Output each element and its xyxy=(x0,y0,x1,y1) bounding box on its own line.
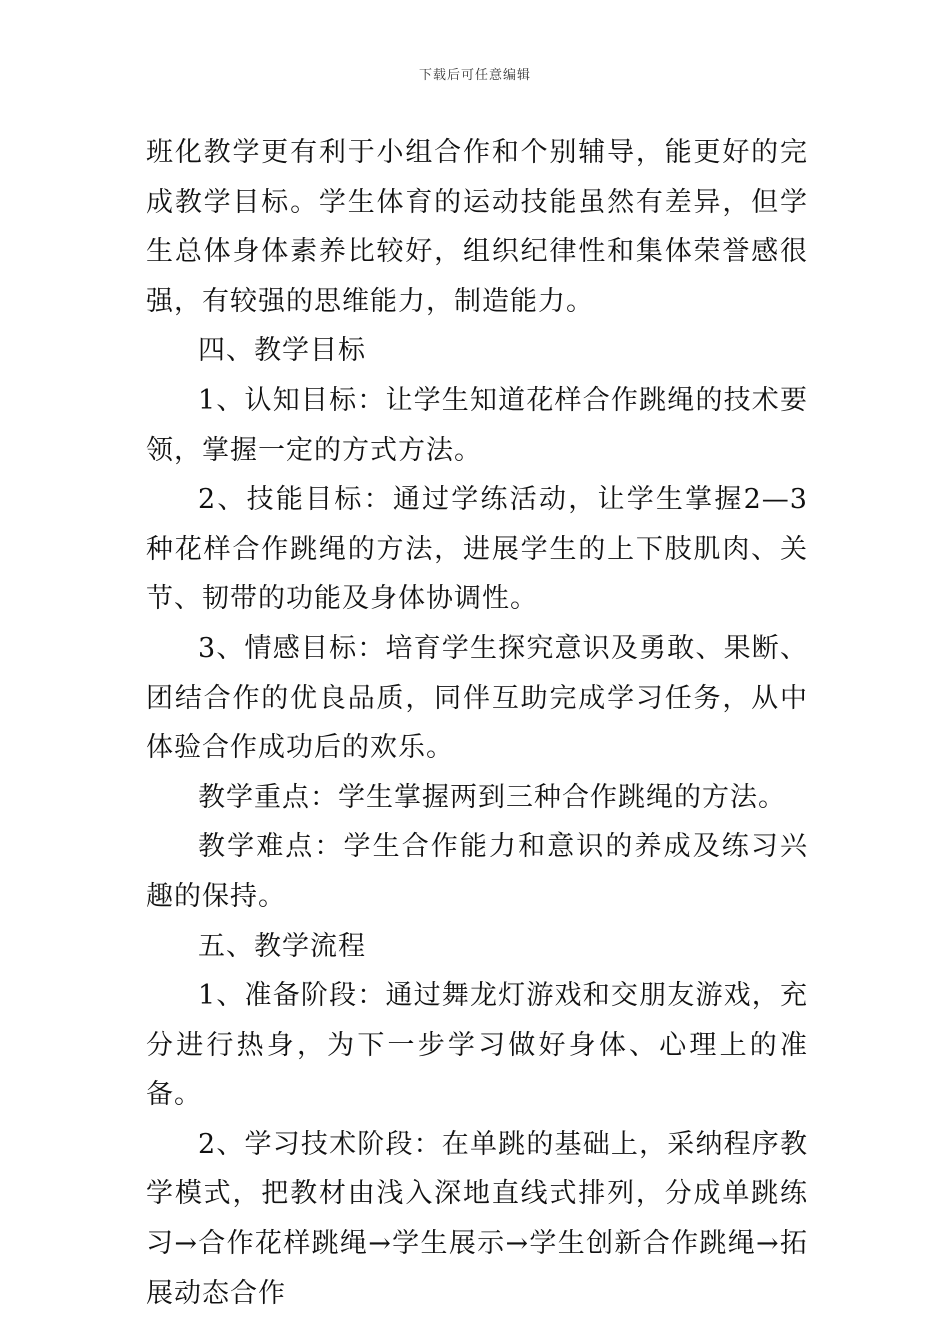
document-body xyxy=(146,128,808,1318)
paragraph-cognitive-goal: 1、认知目标：让学生知道花样合作跳绳的技术要领，掌握一定的方式方法。 xyxy=(146,384,808,466)
paragraph-continuation: 班化教学更有利于小组合作和个别辅导，能更好的完成教学目标。学生体育的运动技能虽然有差异，但学生总体身体素养比较好，组织纪律性和集体荣誉感很强，有较强的思维能力，制造能力。 xyxy=(146,137,808,317)
paragraph-technique-stage: 2、学习技术阶段：在单跳的基础上，采纳程序教学模式，把教材由浅入深地直线式排列，分成单跳练习→合作花样跳绳→学生展示→学生创新合作跳绳→拓展动态合作 xyxy=(146,1128,808,1309)
section-heading-teaching-process: 五、教学流程 xyxy=(198,930,366,962)
page-header: 下载后可任意编辑 xyxy=(418,68,531,83)
paragraph-emotional-goal: 3、情感目标：培育学生探究意识及勇敢、果断、团结合作的优良品质，同伴互助完成学习任务，从中体验合作成功后的欢乐。 xyxy=(146,632,808,764)
paragraph-teaching-focus: 教学重点：学生掌握两到三种合作跳绳的方法。 xyxy=(198,781,786,813)
paragraph-teaching-difficulty: 教学难点：学生合作能力和意识的养成及练习兴趣的保持。 xyxy=(146,831,808,912)
paragraph-skill-goal: 2、技能目标：通过学练活动，让学生掌握2—3种花样合作跳绳的方法，进展学生的上下肢肌肉、关节、韧带的功能及身体协调性。 xyxy=(146,484,808,615)
paragraph-preparation-stage: 1、准备阶段：通过舞龙灯游戏和交朋友游戏，充分进行热身，为下一步学习做好身体、心理上的准备。 xyxy=(146,980,808,1111)
section-heading-teaching-goals: 四、教学目标 xyxy=(198,335,366,367)
